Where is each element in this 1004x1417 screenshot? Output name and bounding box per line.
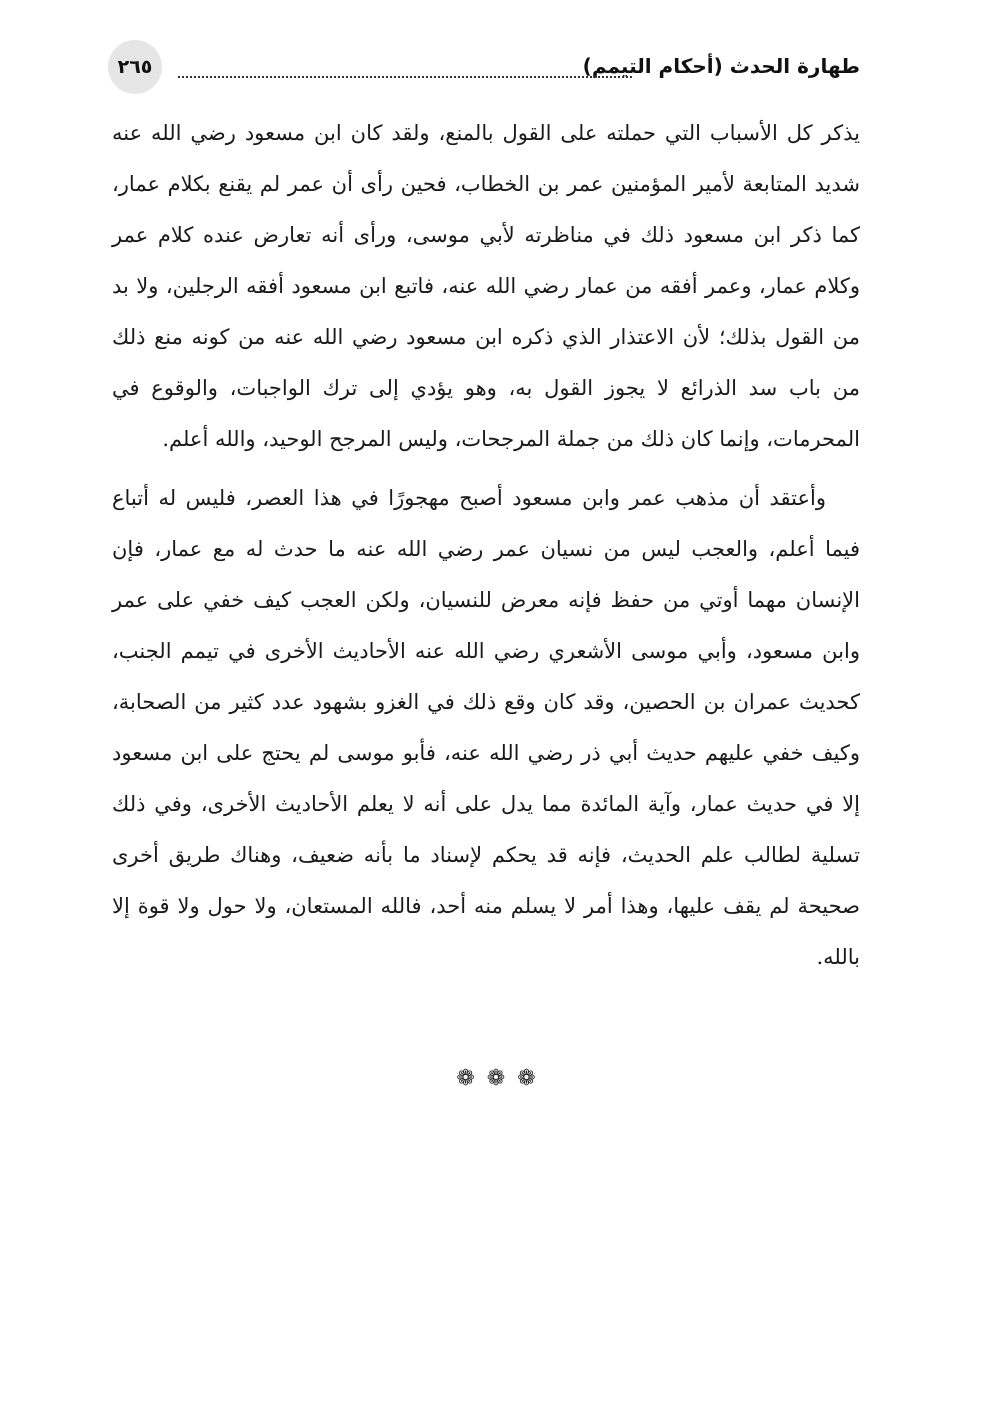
- chapter-title: طهارة الحدث (أحكام التيمم): [582, 54, 860, 78]
- paragraph: يذكر كل الأسباب التي حملته على القول بالمنع، ولقد كان ابن مسعود رضي الله عنه شديد المتابعة لأمير المؤمنين عمر بن الخطاب، فحين رأى أن عمر لم يقنع بكلام عمار، كما ذكر ابن مسعود ذلك في مناظرته لأبي موسى، ورأى أنه تعارض عنده كلام عمر وكلام عمار، وعمر أفقه من عمار رضي الله عنه، فاتبع ابن مسعود أفقه الرجلين، ولا بد من القول بذلك؛ لأن الاعتذار الذي ذكره ابن مسعود رضي الله عنه من كونه منع ذلك من باب سد الذرائع لا يجوز القول به، وهو يؤدي إلى ترك الواجبات، والوقوع في المحرمات، وإنما كان ذلك من جملة المرجحات، وليس المرجح الوحيد، والله أعلم.: [112, 121, 860, 451]
- running-header: [108, 40, 860, 96]
- section-end-ornament: ❁❁❁: [456, 1066, 548, 1091]
- header-dotted-leader: [178, 56, 632, 78]
- page-number-badge: [108, 40, 162, 94]
- body-text: [112, 108, 860, 983]
- paragraph: وأعتقد أن مذهب عمر وابن مسعود أصبح مهجورًا في هذا العصر، فليس له أتباع فيما أعلم، والعجب ليس من نسيان عمر رضي الله عنه ما حدث له مع عمار، فإن الإنسان مهما أوتي من حفظ فإنه معرض للنسيان، ولكن العجب كيف خفي على عمر وابن مسعود، وأبي موسى الأشعري رضي الله عنه الأحاديث الأخرى في تيمم الجنب، كحديث عمران بن الحصين، وقد كان وقع ذلك في الغزو بشهود عدد كثير من الصحابة، وكيف خفي عليهم حديث أبي ذر رضي الله عنه، فأبو موسى لم يحتج على ابن مسعود إلا في حديث عمار، وآية المائدة مما يدل على أنه لا يعلم الأحاديث الأخرى، وفي ذلك تسلية لطالب علم الحديث، فإنه قد يحكم لإسناد ما بأنه ضعيف، وهناك طريق أخرى صحيحة لم يقف عليها، وهذا أمر لا يسلم منه أحد، فالله المستعان، ولا حول ولا قوة إلا بالله.: [112, 486, 860, 969]
- page-number: ٢٦٥: [117, 56, 153, 78]
